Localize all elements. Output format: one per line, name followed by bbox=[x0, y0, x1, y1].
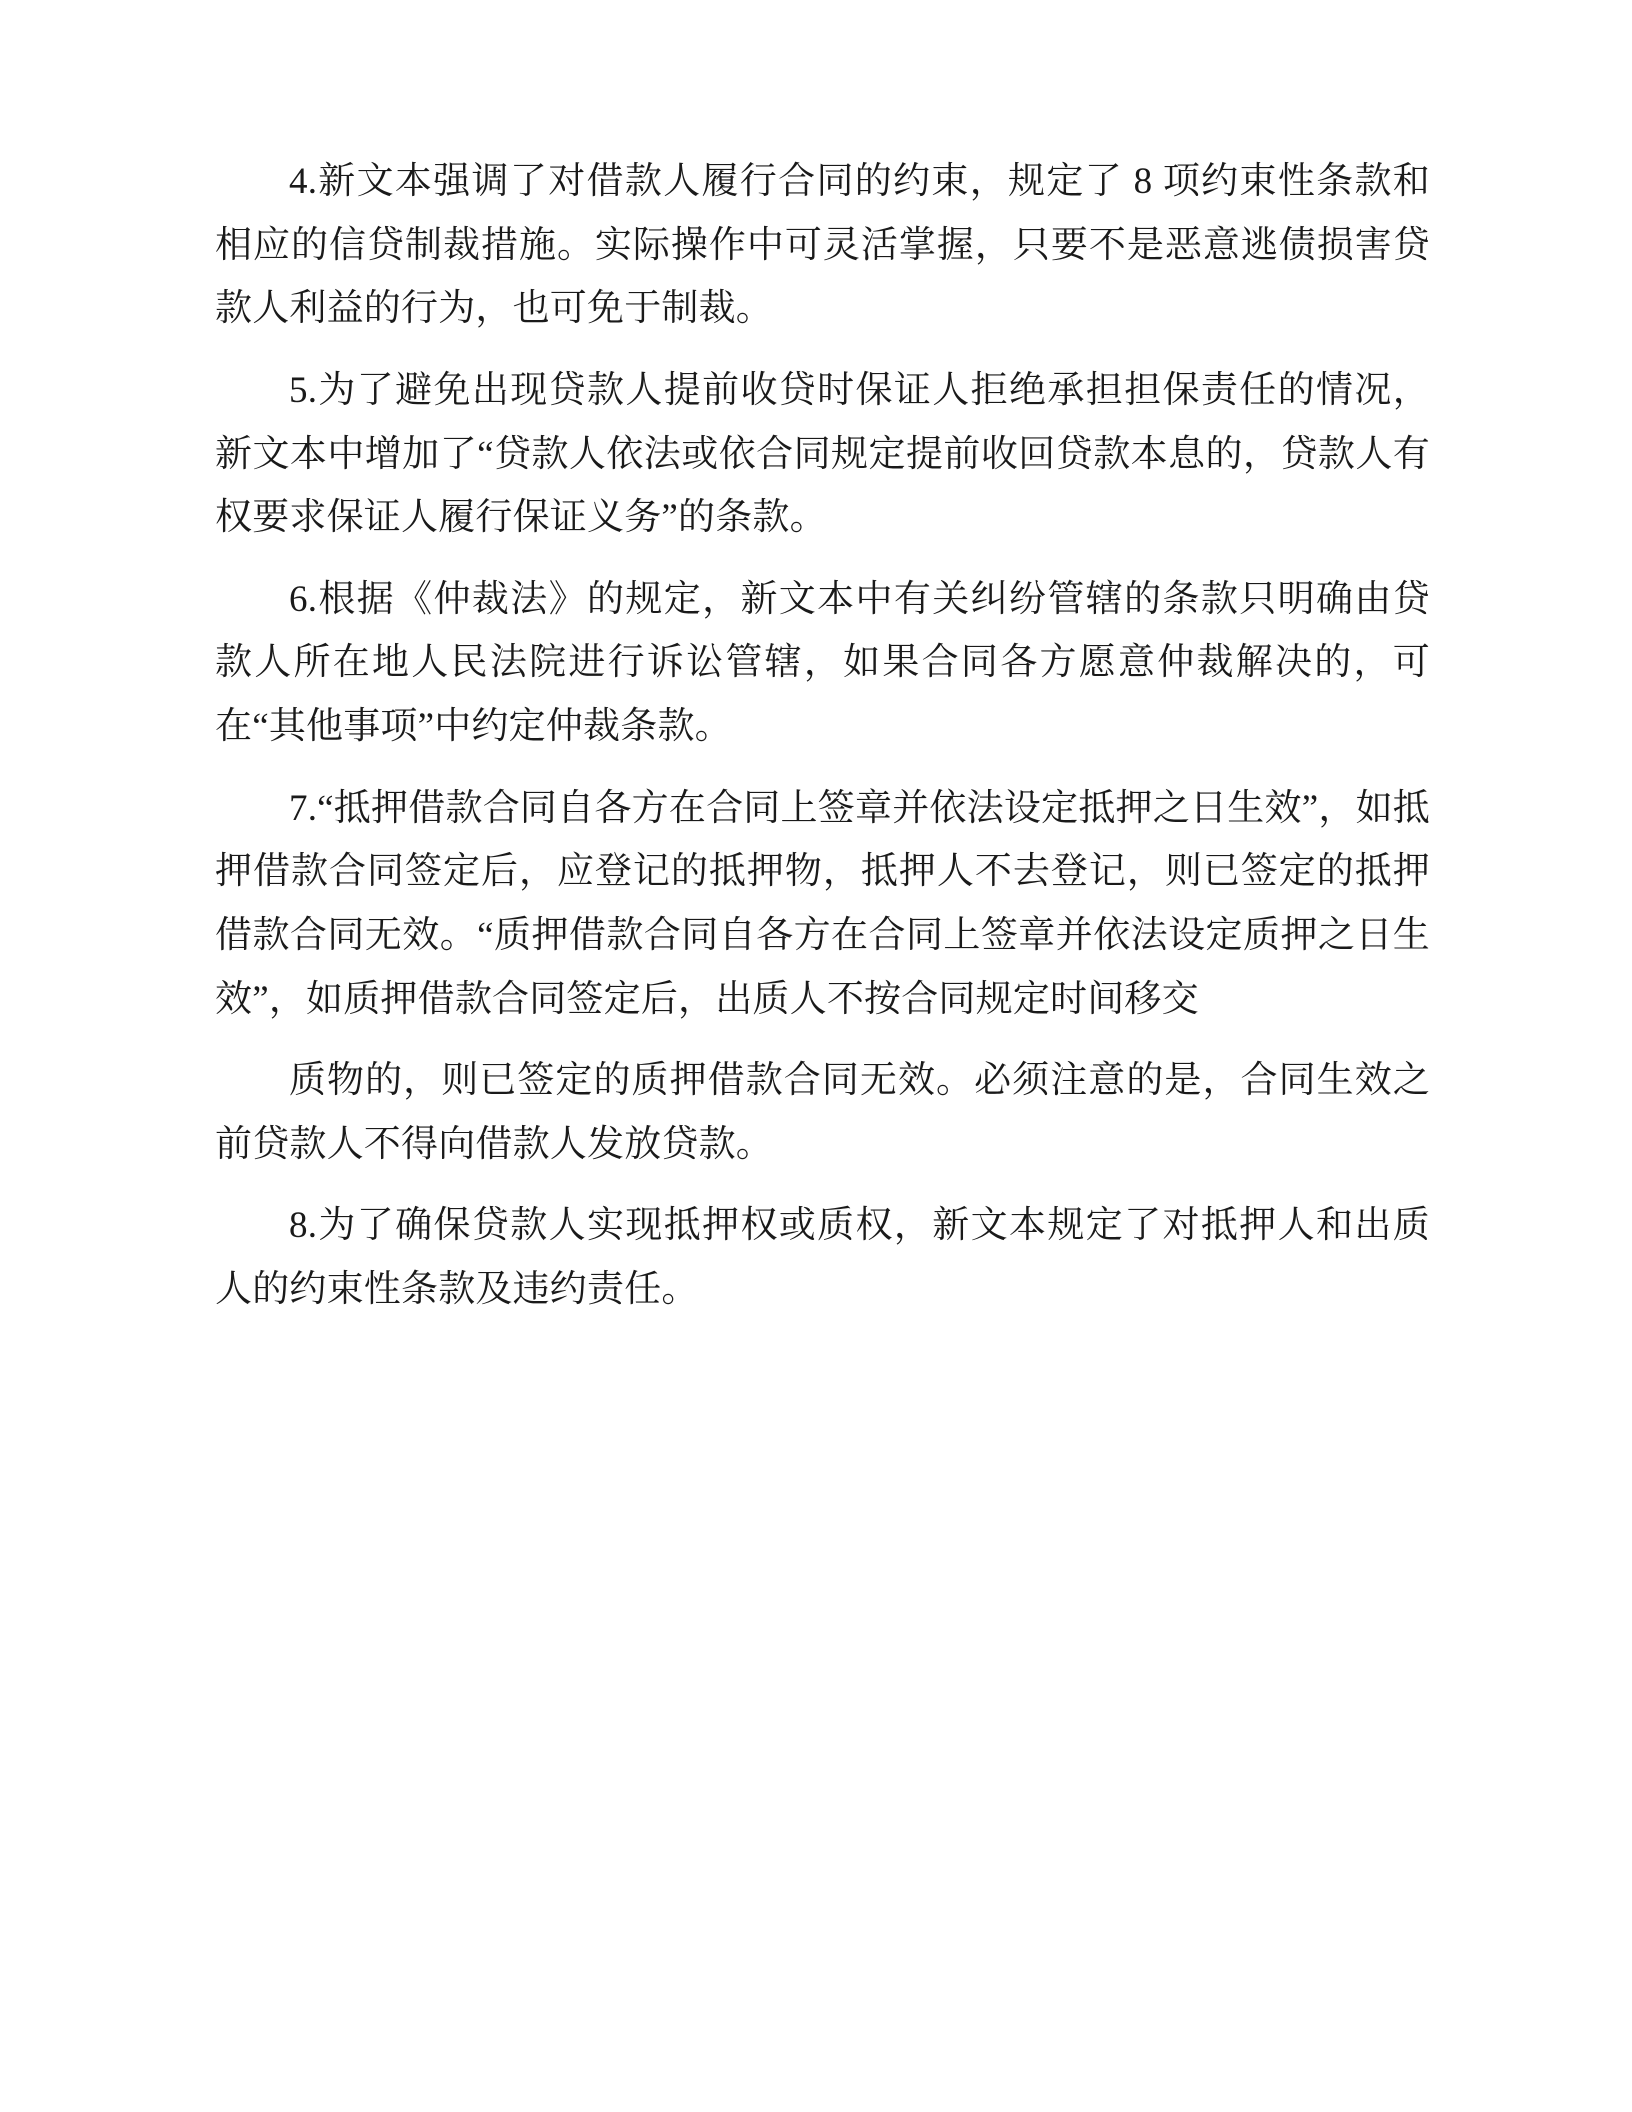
document-body bbox=[215, 150, 1430, 1322]
paragraph-6: 6.根据《仲裁法》的规定，新文本中有关纠纷管辖的条款只明确由贷款人所在地人民法院进行诉讼管辖，如果合同各方愿意仲裁解决的，可在“其他事项”中约定仲裁条款。 bbox=[215, 578, 1430, 747]
paragraph-4: 4.新文本强调了对借款人履行合同的约束，规定了 8 项约束性条款和相应的信贷制裁措施。实际操作中可灵活掌握，只要不是恶意逃债损害贷款人利益的行为，也可免于制裁。 bbox=[215, 161, 1430, 330]
paragraph-7-continued: 质物的，则已签定的质押借款合同无效。必须注意的是，合同生效之前贷款人不得向借款人发放贷款。 bbox=[215, 1060, 1430, 1165]
paragraph-8: 8.为了确保贷款人实现抵押权或质权，新文本规定了对抵押人和出质人的约束性条款及违约责任。 bbox=[215, 1205, 1430, 1310]
paragraph-7: 7.“抵押借款合同自各方在合同上签章并依法设定抵押之日生效”，如抵押借款合同签定后，应登记的抵押物，抵押人不去登记，则已签定的抵押借款合同无效。“质押借款合同自各方在合同上签章并依法设定质押之日生效”，如质押借款合同签定后，出质人不按合同规定时间移交 bbox=[215, 787, 1430, 1020]
paragraph-5: 5.为了避免出现贷款人提前收贷时保证人拒绝承担担保责任的情况，新文本中增加了“贷款人依法或依合同规定提前收回贷款本息的，贷款人有权要求保证人履行保证义务”的条款。 bbox=[215, 369, 1430, 539]
